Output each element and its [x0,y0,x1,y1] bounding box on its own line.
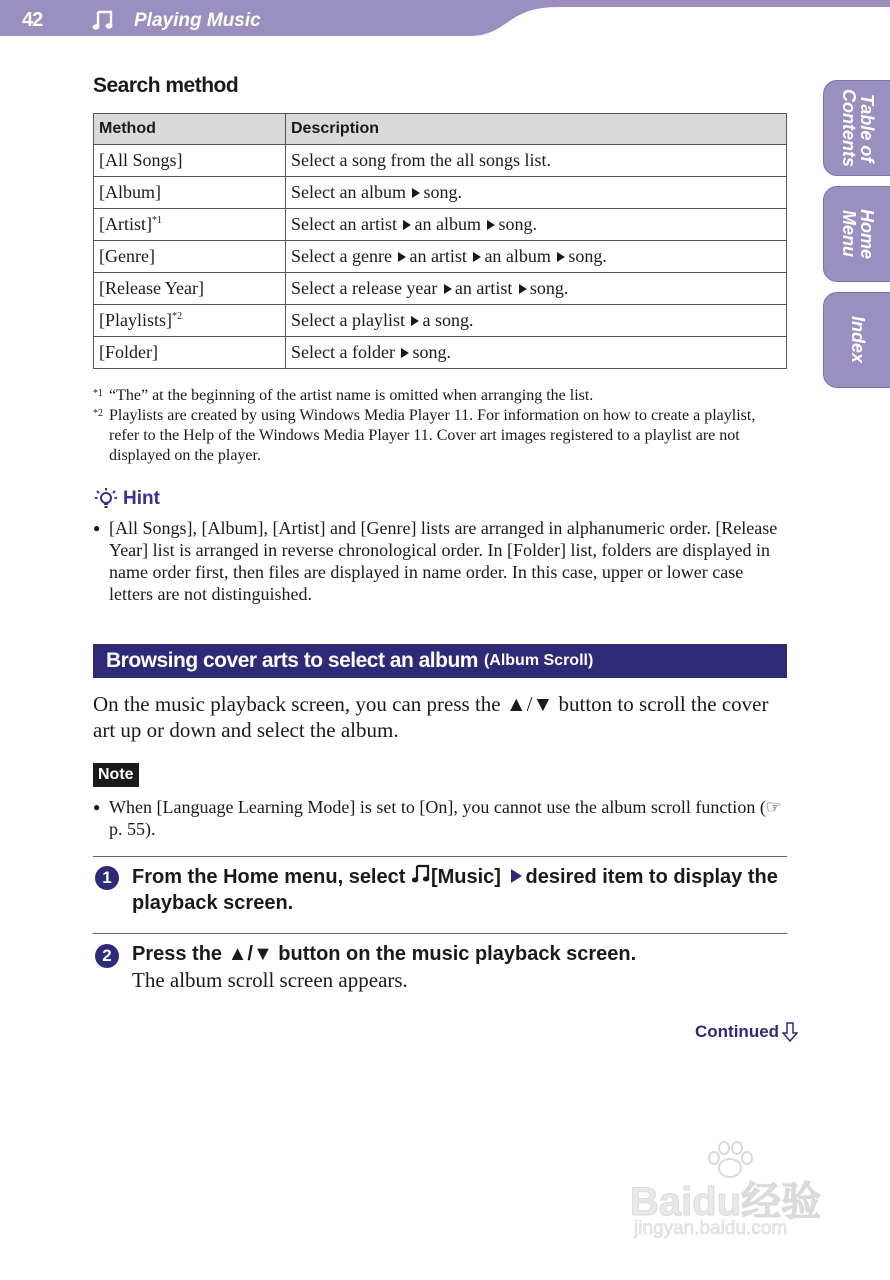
description-cell: Select a song from the all songs list. [286,145,787,177]
method-cell: [Playlists]$^{*2}$ [94,305,286,337]
arrow-icon [398,252,406,262]
step-divider [93,856,787,857]
description-cell: Select a folder song. [286,337,787,369]
watermark-logo [630,1140,840,1250]
tab-label: Table of Contents [839,89,877,167]
table-row [94,177,787,209]
table-row [94,209,787,241]
step-number: 2 [95,944,119,968]
hint-label: Hint [123,488,160,509]
description-cell: Select a genre an artist an album song. [286,241,787,273]
music-note-icon [411,863,431,885]
method-cell: [Genre] [94,241,286,273]
banner-title: Browsing cover arts to select an album [106,649,478,672]
arrow-icon [444,284,452,294]
arrow-icon [511,869,522,883]
step-2 [93,941,787,993]
hint-bullet: ● [All Songs], [Album], [Artist] and [Genre] lists are arranged in alphanumeric order. [Release Year] list is arranged in reverse chronological order. In [Folder] list, folders are displayed in name order first, then files are displayed in name order. In this case, upper or lower case letters are not distinguished. [93,517,783,605]
table-row [94,273,787,305]
tab-home-menu[interactable] [823,186,890,282]
tab-label: Home Menu [839,208,877,259]
page-number: 42 [22,9,43,31]
hint-body [93,517,783,605]
search-method-table [93,113,787,369]
method-cell: [Folder] [94,337,286,369]
arrow-icon [487,220,495,230]
method-cell: [All Songs] [94,145,286,177]
search-method-heading: Search method [93,74,239,97]
tab-label: Index [848,316,868,364]
step-text: From the Home menu, select [Music] desired item to display the playback screen. [132,863,787,916]
table-row [94,241,787,273]
table-row [94,337,787,369]
tab-table-of-contents[interactable] [823,80,890,176]
hint-heading [93,486,160,512]
step-text: Press the ▲/▼ button on the music playback screen. [132,943,637,965]
arrow-icon [412,188,420,198]
footnote-2: *2 Playlists are created by using Windows Media Player 11. For information on how to create a playlist, refer to the Help of the Windows Media Player 11. Cover art images registered to a playlist are not displayed on the player. [93,407,756,464]
arrow-icon [403,220,411,230]
music-note-icon [92,9,114,31]
description-cell: Select an album song. [286,177,787,209]
arrow-icon [411,316,419,326]
description-cell: Select a playlist a song. [286,305,787,337]
method-cell: [Artist]$^{*1}$ [94,209,286,241]
step-result: The album scroll screen appears. [132,968,408,992]
lightbulb-icon [93,486,119,512]
note-label: Note [93,763,139,787]
column-header-description: Description [286,114,787,145]
note-body [93,796,783,840]
watermark-url: jingyan.baidu.com [634,1218,788,1239]
down-arrow-icon [782,1021,798,1043]
arrow-icon [557,252,565,262]
watermark-text: Baidu经验 [630,1180,822,1224]
banner-subtitle: (Album Scroll) [483,652,594,669]
note-bullet: ● When [Language Learning Mode] is set to [On], you cannot use the album scroll function (☞ p. 55). [93,796,783,840]
arrow-icon [519,284,527,294]
description-cell: Select an artist an album song. [286,209,787,241]
column-header-method: Method [94,114,286,145]
method-cell: [Release Year] [94,273,286,305]
footnotes [93,386,783,466]
album-scroll-intro: On the music playback screen, you can press the ▲/▼ button to scroll the cover art up or down and select the album. [93,692,769,742]
continued-indicator [695,1021,798,1043]
arrow-icon [401,348,409,358]
table-row [94,145,787,177]
step-1 [93,863,787,916]
tab-index[interactable] [823,292,890,388]
table-row [94,305,787,337]
album-scroll-banner [93,644,787,678]
footnote-1: *1 “The” at the beginning of the artist name is omitted when arranging the list. [93,387,594,404]
arrow-icon [473,252,481,262]
step-number: 1 [95,866,119,890]
method-cell: [Album] [94,177,286,209]
section-title: Playing Music [134,10,261,31]
description-cell: Select a release year an artist song. [286,273,787,305]
continued-label: Continued [695,1022,780,1041]
step-divider [93,933,787,934]
